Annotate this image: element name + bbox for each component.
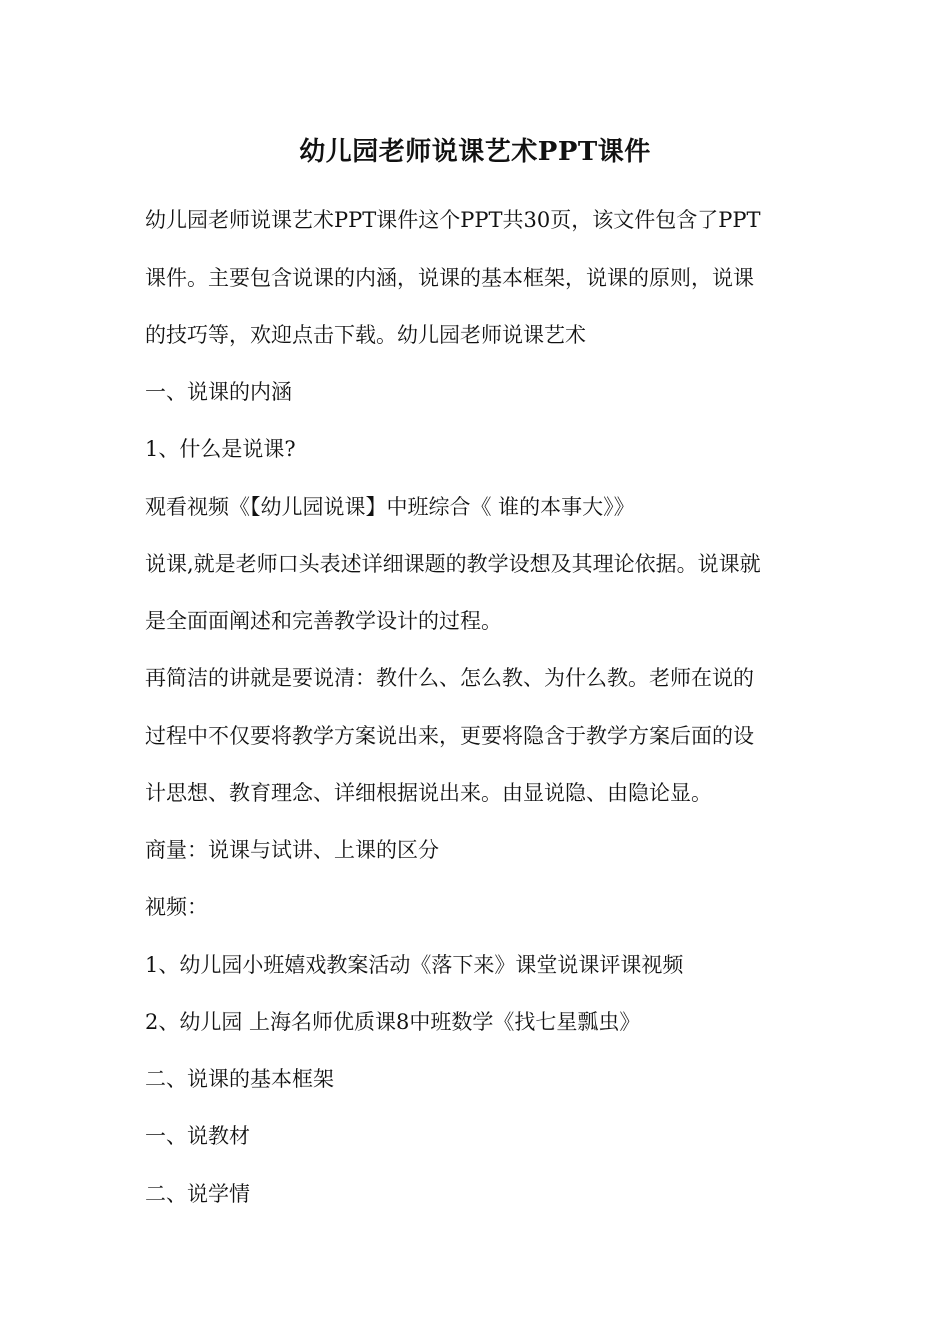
paragraph-line: 观看视频《【幼儿园说课】中班综合《 谁的本事大》》 [145, 495, 635, 519]
paragraph-line: 的技巧等，欢迎点击下载。幼儿园老师说课艺术 [145, 323, 586, 347]
section-heading: 一、说课的内涵 [145, 380, 292, 404]
list-item: 二、说学情 [145, 1182, 250, 1206]
paragraph-line: 计思想、教育理念、详细根据说出来。由显说隐、由隐论显。 [145, 781, 712, 805]
list-item: 2、幼儿园 上海名师优质课8中班数学《找七星瓢虫》 [145, 1010, 641, 1034]
paragraph-line: 幼儿园老师说课艺术PPT课件这个PPT共30页，该文件包含了PPT [145, 208, 761, 232]
section-heading: 二、说课的基本框架 [145, 1067, 334, 1091]
paragraph-line: 商量：说课与试讲、上课的区分 [145, 838, 439, 862]
subsection-heading: 1、什么是说课? [145, 437, 296, 461]
paragraph-line: 课件。主要包含说课的内涵，说课的基本框架，说课的原则，说课 [145, 266, 754, 290]
list-item: 一、说教材 [145, 1124, 250, 1148]
paragraph-line: 说课,就是老师口头表述详细课题的教学设想及其理论依据。说课就 [145, 552, 761, 576]
document-title: 幼儿园老师说课艺术PPT课件 [299, 137, 651, 167]
list-item: 1、幼儿园小班嬉戏教案活动《落下来》课堂说课评课视频 [145, 953, 684, 977]
paragraph-line: 再简洁的讲就是要说清：教什么、怎么教、为什么教。老师在说的 [145, 666, 754, 690]
paragraph-line: 视频： [145, 895, 208, 919]
paragraph-line: 是全面面阐述和完善教学设计的过程。 [145, 609, 502, 633]
paragraph-line: 过程中不仅要将教学方案说出来，更要将隐含于教学方案后面的设 [145, 724, 754, 748]
